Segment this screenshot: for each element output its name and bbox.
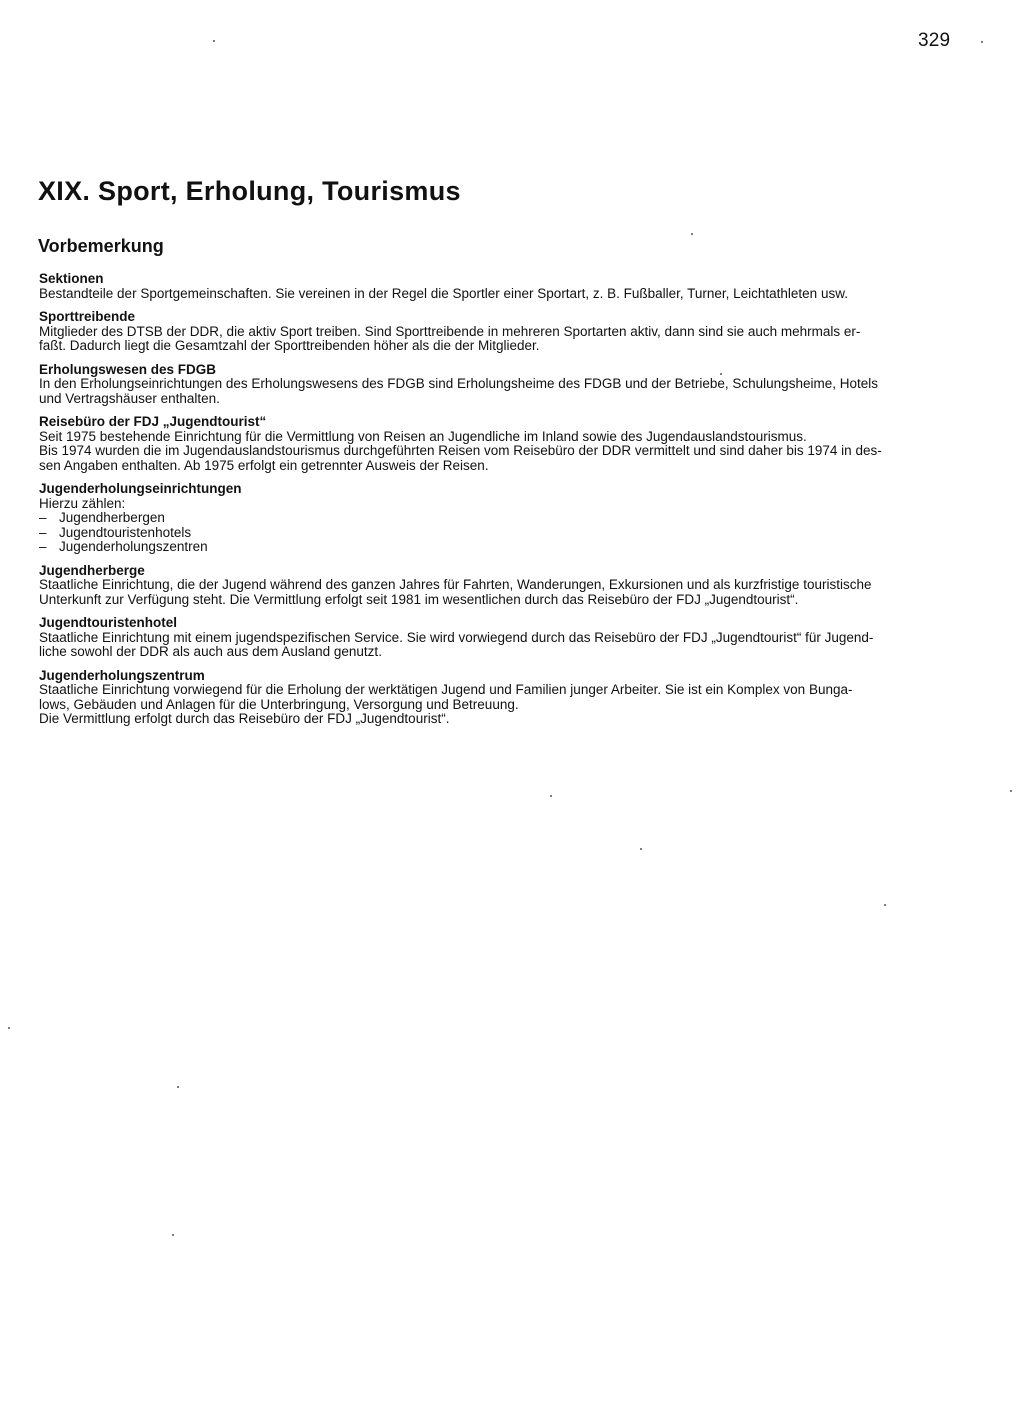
scan-speck [213, 40, 215, 42]
scan-speck [691, 233, 693, 235]
scan-speck [640, 848, 642, 850]
definition-text-line: Bis 1974 wurden die im Jugendauslandstourismus durchgeführten Reisen vom Reisebüro der DDR vermittelt und sind daher bis 1974 in des- [39, 443, 882, 458]
definition-text-line: sen Angaben enthalten. Ab 1975 erfolgt ein getrennter Ausweis der Reisen. [39, 457, 489, 473]
definition-entry [39, 272, 957, 301]
scan-speck [8, 1027, 10, 1029]
definition-term: Jugenderholungseinrichtungen [39, 481, 242, 496]
page-number: 329 [918, 30, 951, 51]
definition-term: Sektionen [39, 271, 104, 286]
definition-text-line: Staatliche Einrichtung mit einem jugendspezifischen Service. Sie wird vorwiegend durch das Reisebüro der FDJ „Jugendtourist“ für Jugend- [39, 629, 874, 645]
list-item-text: Jugenderholungszentren [59, 539, 208, 554]
definition-text-line: Hierzu zählen: [39, 495, 126, 511]
definition-entry [39, 616, 957, 660]
list-item [39, 540, 957, 555]
definition-term: Sporttreibende [39, 309, 136, 324]
definition-term: Reisebüro der FDJ „Jugendtourist“ [39, 414, 267, 429]
definition-entry [39, 564, 957, 608]
scan-speck [1010, 790, 1012, 792]
list-item [39, 511, 957, 526]
definition-text-line: Die Vermittlung erfolgt durch das Reisebüro der FDJ „Jugendtourist“. [39, 711, 450, 726]
section-title: Vorbemerkung [38, 236, 164, 256]
definition-text-line: In den Erholungseinrichtungen des Erholungswesens des FDGB sind Erholungsheime des FDGB und der Betriebe, Schulungsheime, Hotels [39, 376, 878, 391]
definition-text-line: lows, Gebäuden und Anlagen für die Unterbringung, Versorgung und Betreuung. [39, 696, 519, 712]
definition-entry [39, 415, 957, 473]
definition-term: Jugendtouristenhotel [39, 615, 177, 630]
definition-text-line: Bestandteile der Sportgemeinschaften. Sie vereinen in der Regel die Sportler einer Sportart, z. B. Fußballer, Turner, Leichtathleten usw. [39, 285, 848, 301]
list-item-text: Jugendherbergen [59, 510, 165, 525]
definition-text-line: liche sowohl der DDR als auch aus dem Ausland genutzt. [39, 644, 382, 659]
definition-text-line: faßt. Dadurch liegt die Gesamtzahl der Sporttreibenden höher als die der Mitglieder. [39, 338, 540, 353]
definition-term: Jugenderholungszentrum [39, 667, 205, 683]
definition-text-line: Staatliche Einrichtung vorwiegend für die Erholung der werktätigen Jugend und Familien junger Arbeiter. Sie ist ein Komplex von Bunga- [39, 682, 853, 697]
scan-speck [550, 795, 552, 797]
scan-speck [884, 904, 886, 906]
definition-term: Erholungswesen des FDGB [39, 361, 217, 377]
dash-marker: – [39, 524, 47, 540]
definition-entry [39, 363, 957, 407]
dash-marker: – [39, 539, 47, 554]
bullet-list [39, 511, 957, 555]
definition-text-line: und Vertragshäuser enthalten. [39, 390, 220, 406]
dash-marker: – [39, 510, 47, 525]
definition-text-line: Seit 1975 bestehende Einrichtung für die Vermittlung von Reisen an Jugendliche im Inland sowie des Jugendauslandstourismus. [39, 428, 807, 444]
chapter-title: XIX. Sport, Erholung, Tourismus [38, 176, 461, 206]
definition-entry [39, 482, 957, 555]
definition-entry [39, 310, 957, 354]
definition-text-line: Mitglieder des DTSB der DDR, die aktiv Sport treiben. Sind Sporttreibende in mehreren Sportarten aktiv, dann sind sie auch mehrmals er- [39, 323, 861, 339]
definition-entry [39, 669, 957, 727]
scan-speck [981, 41, 983, 43]
definition-text-line: Staatliche Einrichtung, die der Jugend während des ganzen Jahres für Fahrten, Wanderungen, Exkursionen und als kurzfristige touristische [39, 577, 872, 592]
definitions-list [39, 272, 957, 736]
definition-term: Jugendherberge [39, 562, 145, 578]
scan-speck [172, 1234, 174, 1236]
list-item [39, 526, 957, 541]
list-item-text: Jugendtouristenhotels [59, 524, 192, 540]
scan-speck [720, 373, 722, 375]
scan-speck [177, 1086, 179, 1088]
definition-text-line: Unterkunft zur Verfügung steht. Die Vermittlung erfolgt seit 1981 im wesentlichen durch das Reisebüro der FDJ „Jugendtourist“. [39, 591, 799, 607]
